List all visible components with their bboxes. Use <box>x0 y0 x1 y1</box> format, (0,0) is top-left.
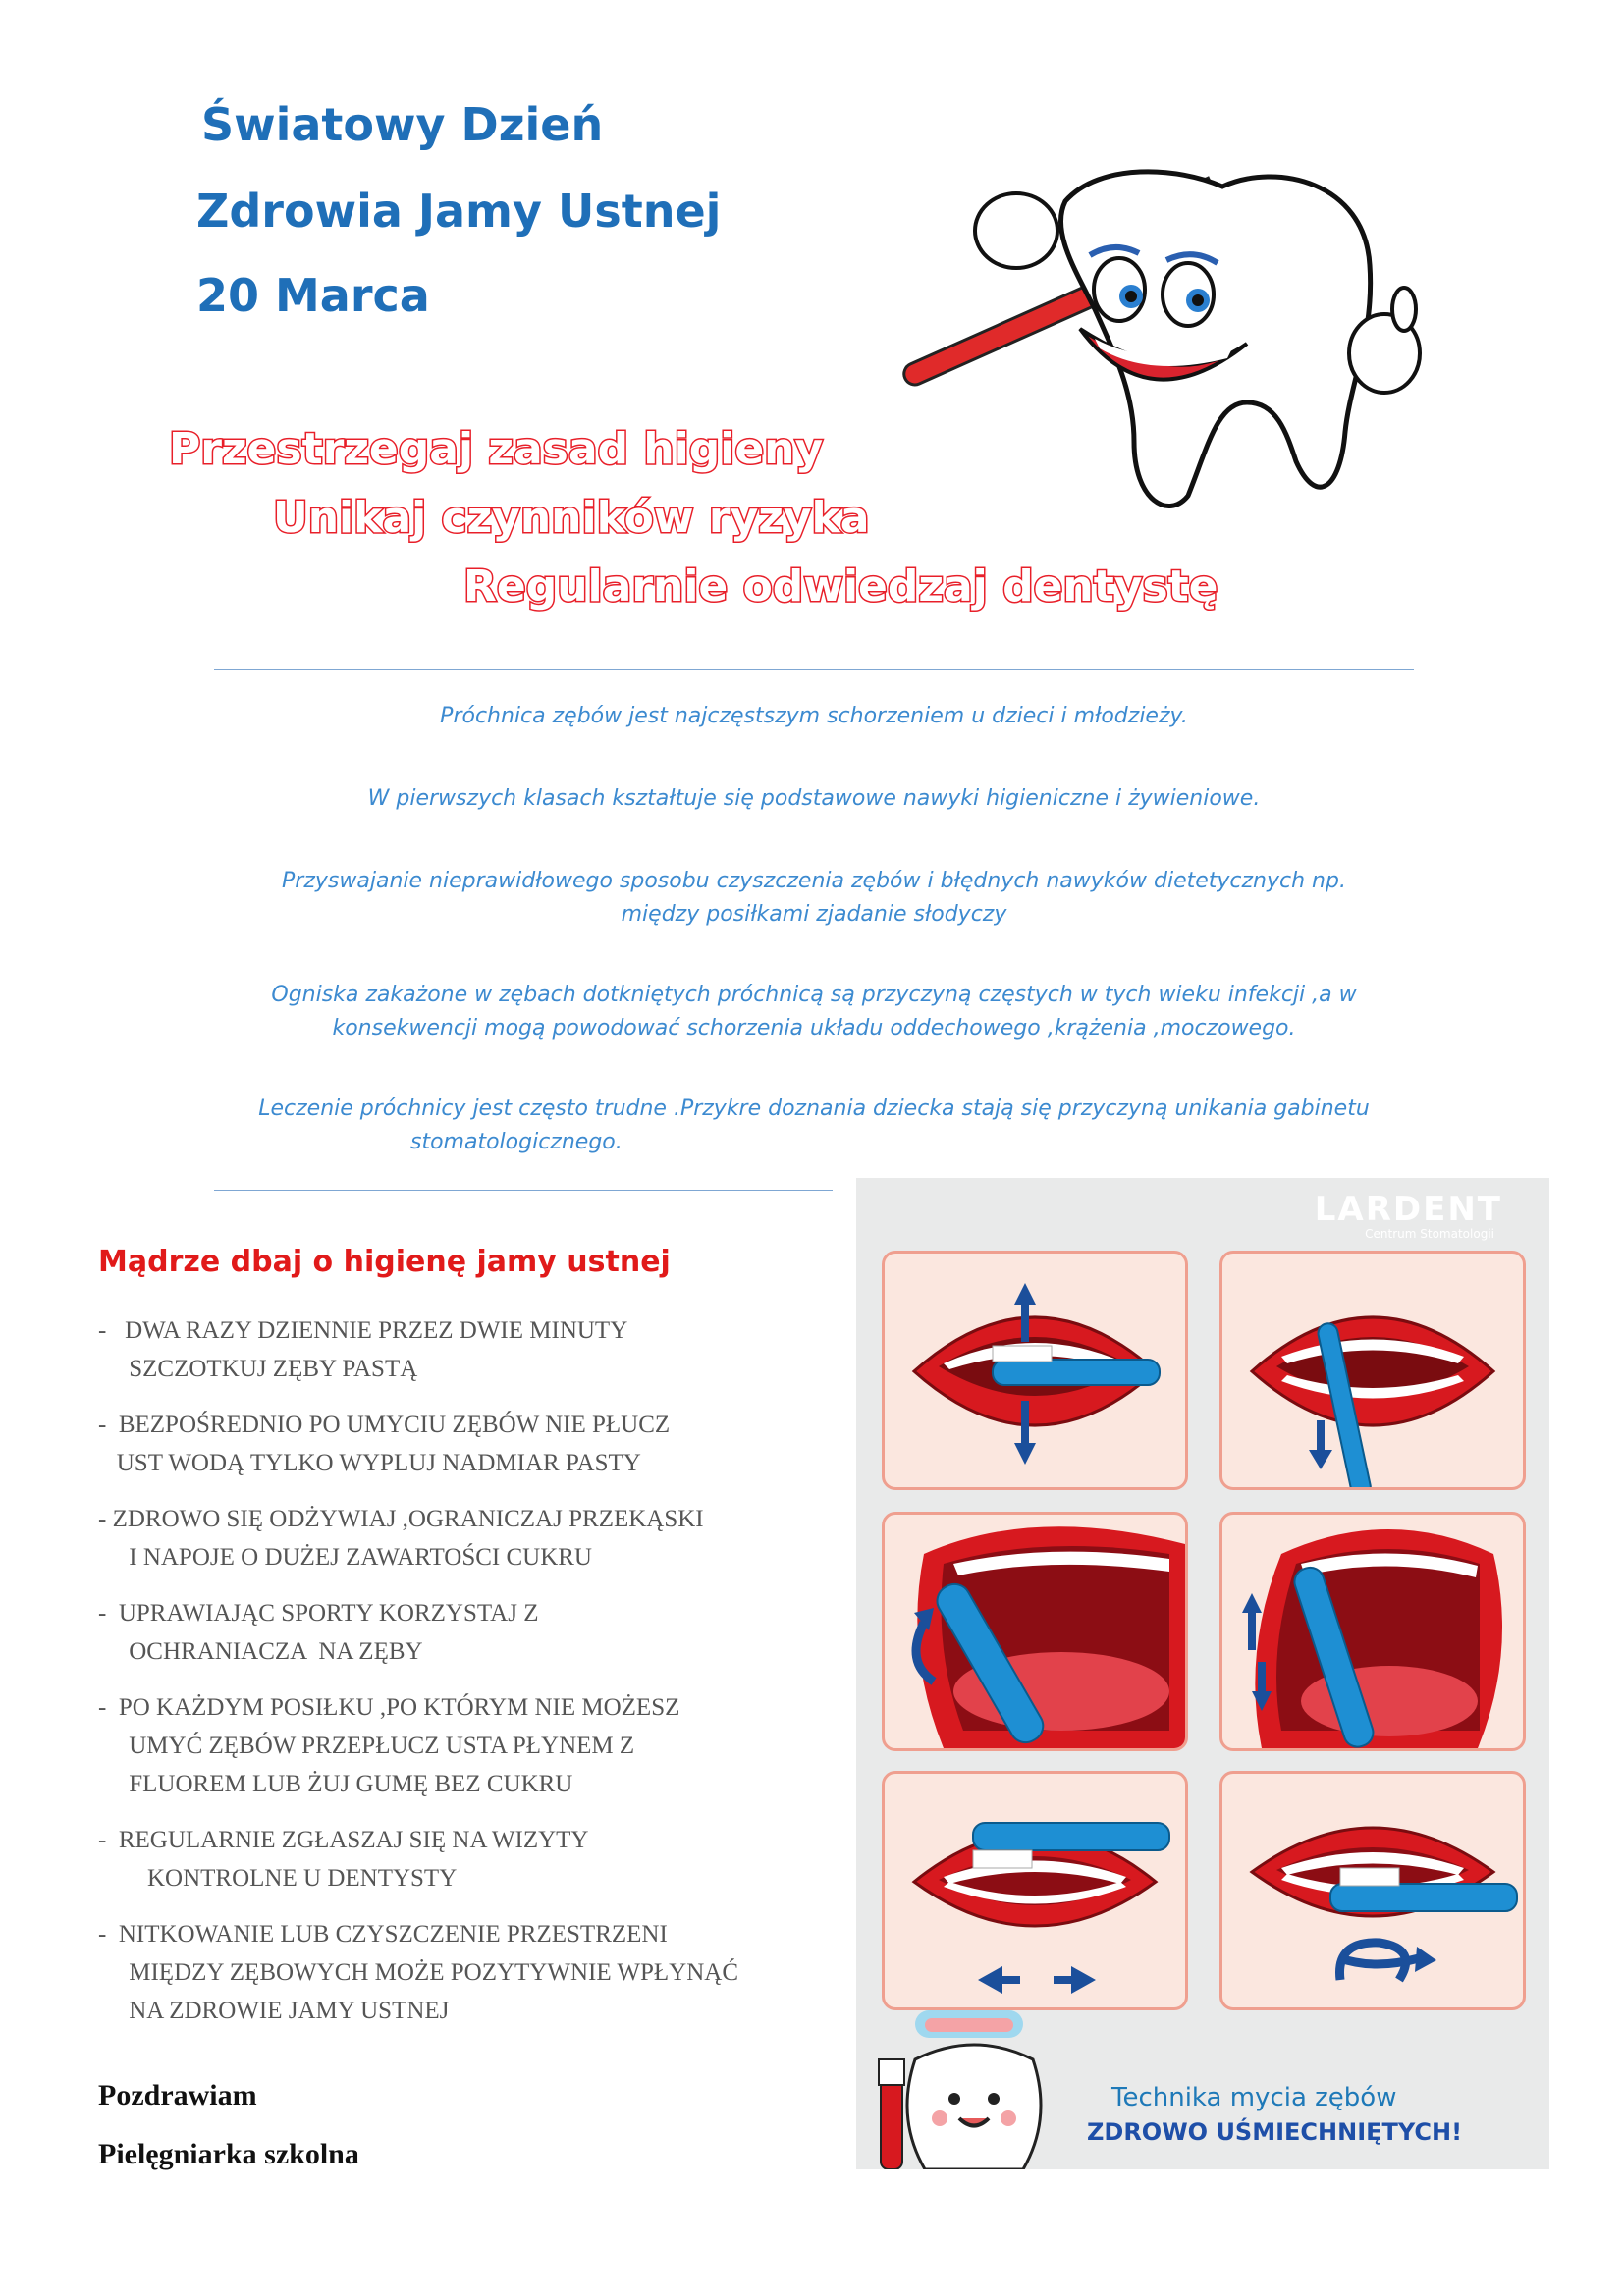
arrow-icon <box>1014 1283 1036 1305</box>
tip-item: - DWA RAZY DZIENNIE PRZEZ DWIE MINUTY SZCZOTKUJ ZĘBY PASTĄ <box>98 1317 628 1382</box>
panel-5 <box>882 1771 1188 2010</box>
info-line: konsekwencji mogą powodować schorzenia układu oddechowego ,krążenia ,moczowego. <box>332 1016 1296 1041</box>
panel-6 <box>1219 1771 1526 2010</box>
divider-top <box>214 669 1414 670</box>
mouth-icon <box>885 1774 1185 2007</box>
tip-item: - UPRAWIAJĄC SPORTY KORZYSTAJ Z OCHRANIACZA NA ZĘBY <box>98 1600 539 1665</box>
mouth-icon <box>885 1254 1185 1487</box>
slogan-risk: Unikaj czynników ryzyka <box>273 493 870 543</box>
tip-item: - REGULARNIE ZGŁASZAJ SIĘ NA WIZYTY KONTROLNE U DENTYSTY <box>98 1827 589 1892</box>
arrow-icon <box>1242 1593 1262 1613</box>
info-line: Próchnica zębów jest najczęstszym schorzeniem u dzieci i młodzieży. <box>440 704 1188 728</box>
tooth-mascot-icon <box>854 108 1463 520</box>
tips-list <box>98 1311 738 2030</box>
slogan-dentist: Regularnie odwiedzaj dentystę <box>463 561 1218 612</box>
arrow-icon <box>978 1966 1002 1994</box>
tip-item: - BEZPOŚREDNIO PO UMYCIU ZĘBÓW NIE PŁUCZ UST WODĄ TYLKO WYPLUJ NADMIAR PASTY <box>98 1412 671 1476</box>
mouth-icon <box>1222 1515 1523 1748</box>
mouth-icon <box>885 1515 1185 1748</box>
poster-caption-1: Technika mycia zębów <box>1111 2083 1397 2112</box>
signature-greeting: Pozdrawiam <box>98 2079 257 2111</box>
poster-brand: LARDENT <box>1314 1190 1502 1229</box>
panel-3 <box>882 1512 1188 1751</box>
mouth-icon <box>1222 1254 1523 1487</box>
info-paragraph-4 <box>214 979 1414 1045</box>
arrow-icon <box>1071 1966 1096 1994</box>
info-paragraph-2 <box>214 782 1414 816</box>
poster-brand-sub: Centrum Stomatologii <box>1365 1227 1494 1241</box>
title-date: 20 Marca <box>196 269 430 322</box>
panel-2 <box>1219 1251 1526 1490</box>
info-paragraph-1 <box>214 700 1414 733</box>
title-line-2: Zdrowia Jamy Ustnej <box>196 185 722 238</box>
info-line: Leczenie próchnicy jest często trudne .Przykre doznania dziecka stają się przyczyną unikania gabinetu <box>258 1096 1370 1121</box>
info-line: Ogniska zakażone w zębach dotkniętych próchnicą są przyczyną częstych w tych wieku infekcji ,a w <box>271 983 1357 1007</box>
tips-title: Mądrze dbaj o higienę jamy ustnej <box>98 1245 671 1279</box>
signature-name: Pielęgniarka szkolna <box>98 2138 359 2170</box>
info-paragraph-5 <box>214 1093 1414 1159</box>
arrow-icon <box>1014 1443 1036 1465</box>
info-line: stomatologicznego. <box>410 1130 623 1154</box>
info-line: między posiłkami zjadanie słodyczy <box>621 902 1007 927</box>
divider-bottom <box>214 1190 833 1191</box>
title-line-1: Światowy Dzień <box>201 98 604 151</box>
mouth-icon <box>1222 1774 1523 2007</box>
tooth-kid-icon <box>866 2001 1082 2169</box>
tip-item: - PO KAŻDYM POSIŁKU ,PO KTÓRYM NIE MOŻESZ UMYĆ ZĘBÓW PRZEPŁUCZ USTA PŁYNEM Z FLUOREM LUB ŻUJ GUMĘ BEZ CUKRU <box>98 1694 680 1797</box>
brushing-poster <box>856 1178 1549 2169</box>
tip-item: - NITKOWANIE LUB CZYSZCZENIE PRZESTRZENI MIĘDZY ZĘBOWYCH MOŻE POZYTYWNIE WPŁYNĄĆ NA ZDROWIE JAMY USTNEJ <box>98 1921 739 2024</box>
info-line: W pierwszych klasach kształtuje się podstawowe nawyki higieniczne i żywieniowe. <box>367 786 1261 811</box>
poster-caption-2: ZDROWO UŚMIECHNIĘTYCH! <box>1087 2118 1463 2146</box>
info-line: Przyswajanie nieprawidłowego sposobu czyszczenia zębów i błędnych nawyków dietetycznych np. <box>282 869 1346 893</box>
panel-4 <box>1219 1512 1526 1751</box>
slogan-hygiene: Przestrzegaj zasad higieny <box>169 424 824 474</box>
tip-item: - ZDROWO SIĘ ODŻYWIAJ ,OGRANICZAJ PRZEKĄSKI I NAPOJE O DUŻEJ ZAWARTOŚCI CUKRU <box>98 1506 704 1571</box>
info-paragraph-3 <box>214 865 1414 932</box>
panel-1 <box>882 1251 1188 1490</box>
arrow-icon <box>1309 1450 1332 1469</box>
